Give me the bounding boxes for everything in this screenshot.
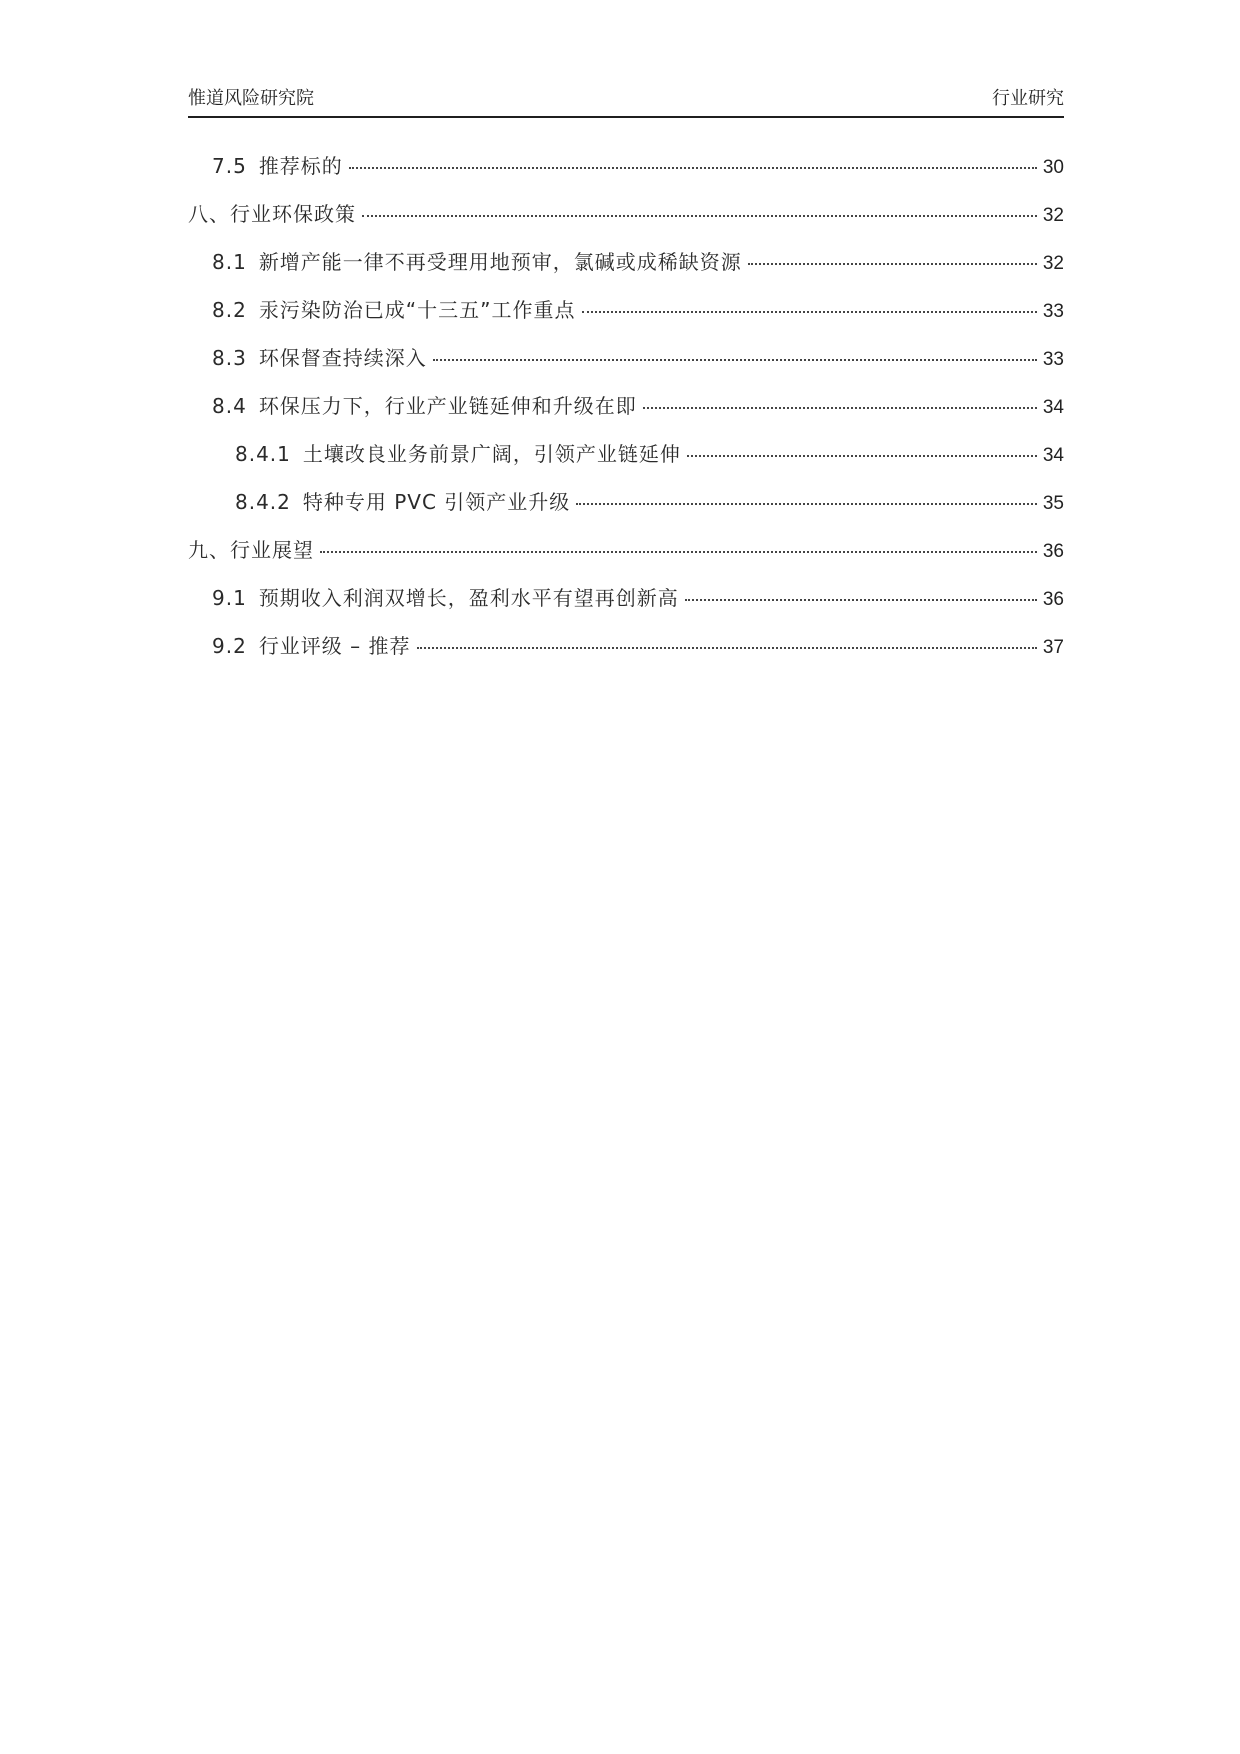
toc-title: 特种专用 PVC 引领产业升级 [302,490,571,514]
dot-leader [687,455,1037,457]
dot-leader [685,599,1037,601]
dot-leader [362,215,1037,217]
toc-entry-7-5[interactable] [188,154,1064,202]
dot-leader [349,167,1037,169]
toc-entry-8-4-1[interactable] [188,442,1064,490]
toc-title: 汞污染防治已成“十三五”工作重点 [258,298,576,322]
dot-leader [582,311,1037,313]
toc-title: 环保督查持续深入 [258,346,427,370]
toc-number: 8.4.2 [235,490,291,514]
toc-number: 9.2 [212,634,247,658]
dot-leader [433,359,1037,361]
toc-page-number: 36 [1042,589,1064,610]
toc-number: 8.1 [212,250,247,274]
dot-leader [643,407,1037,409]
dot-leader [576,503,1037,505]
toc-number: 7.5 [212,154,247,178]
toc-entry-8-3[interactable] [188,346,1064,394]
toc-entry-9-2[interactable] [188,634,1064,682]
toc-page-number: 37 [1042,637,1064,658]
toc-number: 8.2 [212,298,247,322]
toc-entry-8[interactable] [188,202,1064,250]
toc-page-number: 33 [1042,349,1064,370]
toc-number: 八、 [188,202,230,226]
header-section: 行业研究 [992,88,1064,109]
toc-title: 推荐标的 [258,154,343,178]
toc-entry-9[interactable] [188,538,1064,586]
toc-page-number: 32 [1042,253,1064,274]
toc-entry-8-4[interactable] [188,394,1064,442]
toc-number: 8.4 [212,394,247,418]
toc-number: 九、 [188,538,230,562]
toc-number: 8.4.1 [235,442,291,466]
toc-title: 新增产能一律不再受理用地预审，氯碱或成稀缺资源 [258,250,742,274]
table-of-contents [188,154,1064,682]
toc-title: 行业展望 [230,538,314,562]
toc-page-number: 32 [1042,205,1064,226]
toc-entry-8-4-2[interactable] [188,490,1064,538]
header-institution: 惟道风险研究院 [188,88,314,109]
dot-leader [320,551,1037,553]
toc-entry-9-1[interactable] [188,586,1064,634]
toc-title: 土壤改良业务前景广阔，引领产业链延伸 [302,442,681,466]
page-header [188,88,1064,118]
dot-leader [748,263,1037,265]
toc-title: 行业评级 – 推荐 [258,634,411,658]
toc-page-number: 34 [1042,445,1064,466]
toc-entry-8-2[interactable] [188,298,1064,346]
toc-title: 环保压力下，行业产业链延伸和升级在即 [258,394,637,418]
toc-page-number: 30 [1042,157,1064,178]
dot-leader [417,647,1037,649]
toc-page-number: 35 [1042,493,1064,514]
toc-page-number: 36 [1042,541,1064,562]
toc-title: 预期收入利润双增长，盈利水平有望再创新高 [258,586,679,610]
toc-number: 8.3 [212,346,247,370]
toc-page-number: 34 [1042,397,1064,418]
toc-page-number: 33 [1042,301,1064,322]
toc-entry-8-1[interactable] [188,250,1064,298]
toc-number: 9.1 [212,586,247,610]
toc-title: 行业环保政策 [230,202,356,226]
